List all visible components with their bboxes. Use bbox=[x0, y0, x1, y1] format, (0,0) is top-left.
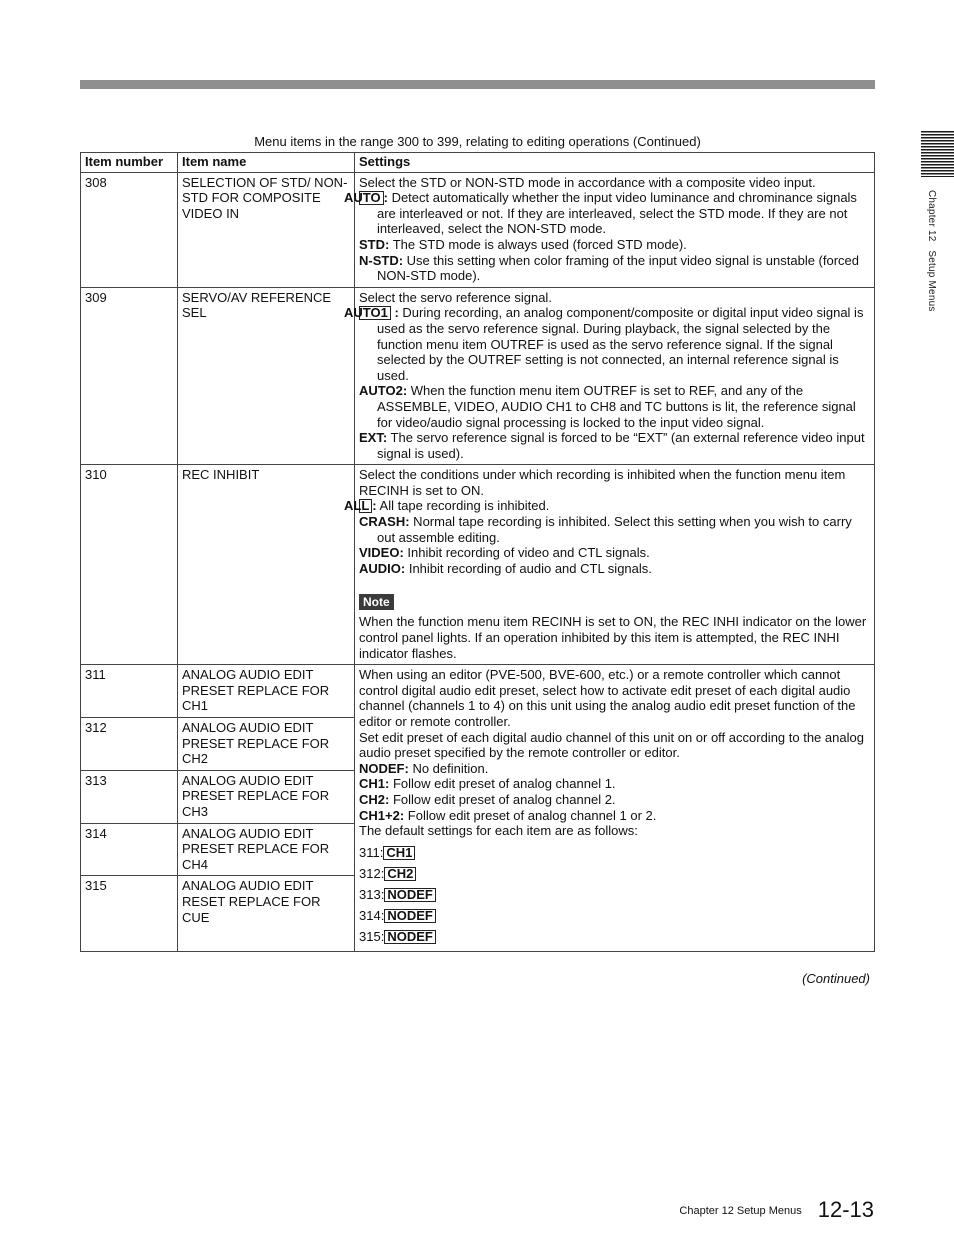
item-name: REC INHIBIT bbox=[178, 465, 355, 665]
default-setting-label: AUTO1 bbox=[359, 306, 391, 320]
item-number: 309 bbox=[81, 287, 178, 465]
default-value: NODEF bbox=[384, 909, 436, 923]
option-text: Normal tape recording is inhibited. Select this setting when you wish to carry out assemble editing. bbox=[377, 514, 852, 545]
page-number: 12-13 bbox=[817, 1197, 874, 1222]
default-entry bbox=[359, 928, 870, 946]
setting-option bbox=[359, 808, 870, 824]
default-setting-label: ALL bbox=[359, 499, 372, 513]
table-header-row bbox=[81, 153, 875, 173]
default-item-number: 315: bbox=[359, 928, 385, 944]
defaults-list bbox=[359, 844, 870, 946]
option-label: CH1: bbox=[359, 776, 390, 792]
item-name: ANALOG AUDIO EDIT RESET REPLACE FOR CUE bbox=[178, 876, 355, 952]
settings-intro: Select the STD or NON-STD mode in accordance with a composite video input. bbox=[359, 174, 816, 190]
option-text: During recording, an analog component/composite or digital input video signal is used as the servo reference signal. During playback, the signal selected by the function menu item OUTREF is used as the servo reference signal. If the signal selected by the OUTREF setting is not connected, an internal reference signal is used. bbox=[377, 305, 864, 383]
default-item-number: 313: bbox=[359, 886, 385, 902]
setting-option bbox=[359, 253, 870, 284]
setting-option bbox=[359, 561, 870, 577]
option-label: CRASH: bbox=[359, 514, 410, 530]
default-item-number: 311: bbox=[359, 844, 384, 860]
default-item-number: 312: bbox=[359, 865, 385, 881]
default-value: CH2 bbox=[384, 867, 416, 881]
item-name: ANALOG AUDIO EDIT PRESET REPLACE FOR CH4 bbox=[178, 823, 355, 876]
table-row bbox=[81, 172, 875, 287]
option-label: AUDIO: bbox=[359, 560, 406, 576]
setting-option bbox=[359, 761, 870, 777]
header-item-name: Item name bbox=[178, 153, 355, 173]
option-text: Use this setting when color framing of the input video signal is unstable (forced NON-STD mode). bbox=[377, 252, 860, 284]
option-text: The STD mode is always used (forced STD mode). bbox=[389, 236, 687, 252]
settings-description: Set edit preset of each digital audio channel of this unit on or off according to the analog audio preset specified by the remote controller or editor. bbox=[359, 729, 864, 761]
page-footer bbox=[679, 1197, 874, 1223]
option-text: The servo reference signal is forced to be “EXT” (an external reference video input signal is used). bbox=[377, 430, 865, 461]
footer-chapter: Chapter 12 Setup Menus bbox=[679, 1205, 802, 1217]
option-label: NODEF: bbox=[359, 760, 409, 776]
default-entry bbox=[359, 886, 870, 904]
label-separator: : bbox=[390, 305, 399, 321]
chapter-tab-marker bbox=[921, 131, 954, 177]
settings-intro: Select the conditions under which recording is inhibited when the function menu item RECINH is set to ON. bbox=[359, 467, 846, 498]
default-item-number: 314: bbox=[359, 907, 385, 923]
default-value: NODEF bbox=[384, 888, 436, 902]
setting-option bbox=[359, 792, 870, 808]
item-number: 313 bbox=[81, 770, 178, 823]
default-entry bbox=[359, 907, 870, 925]
setting-option bbox=[344, 190, 870, 237]
default-entry bbox=[359, 865, 870, 883]
option-label: STD: bbox=[359, 236, 390, 252]
item-name: SELECTION OF STD/ NON-STD FOR COMPOSITE VIDEO IN bbox=[178, 172, 355, 287]
settings-cell bbox=[344, 172, 875, 287]
item-number: 310 bbox=[81, 465, 178, 665]
option-label: N-STD: bbox=[359, 252, 404, 268]
item-name: ANALOG AUDIO EDIT PRESET REPLACE FOR CH3 bbox=[178, 770, 355, 823]
option-label: CH2: bbox=[359, 791, 390, 807]
defaults-intro: The default settings for each item are as follows: bbox=[359, 823, 638, 839]
item-number: 314 bbox=[81, 823, 178, 876]
note-badge: Note bbox=[359, 594, 394, 610]
item-number: 315 bbox=[81, 876, 178, 952]
header-settings: Settings bbox=[355, 153, 875, 173]
header-rule bbox=[80, 80, 875, 89]
item-name: ANALOG AUDIO EDIT PRESET REPLACE FOR CH2 bbox=[178, 718, 355, 771]
setting-option bbox=[359, 383, 870, 430]
setting-option bbox=[344, 498, 870, 514]
option-text: When the function menu item OUTREF is set to REF, and any of the ASSEMBLE, VIDEO, AUDIO CH1 to CH8 and TC buttons is lit, the reference signal for video/audio signal processing is locked to the input video signal. bbox=[377, 383, 856, 430]
option-label: VIDEO: bbox=[359, 545, 404, 561]
option-text: Follow edit preset of analog channel 1 or 2. bbox=[404, 807, 657, 823]
setting-option bbox=[344, 305, 870, 383]
setup-menu-table bbox=[80, 152, 875, 952]
label-separator: : bbox=[383, 190, 388, 206]
option-text: Inhibit recording of audio and CTL signals. bbox=[405, 560, 652, 576]
side-chapter-label: Chapter 12 Setup Menus bbox=[926, 190, 937, 312]
option-label: CH1+2: bbox=[359, 807, 405, 823]
item-name: SERVO/AV REFERENCE SEL bbox=[178, 287, 355, 465]
setting-option bbox=[359, 514, 870, 545]
item-name: ANALOG AUDIO EDIT PRESET REPLACE FOR CH1 bbox=[178, 665, 355, 718]
label-separator: : bbox=[372, 498, 377, 514]
option-text: Detect automatically whether the input video luminance and chrominance signals are interleaved or not. If they are interleaved, select the STD mode. If they are not interleaved, select the NON-STD mode. bbox=[377, 190, 857, 237]
table-row bbox=[81, 287, 875, 465]
option-text: All tape recording is inhibited. bbox=[376, 498, 550, 514]
item-number: 311 bbox=[81, 665, 178, 718]
default-value: NODEF bbox=[384, 930, 436, 944]
option-text: Follow edit preset of analog channel 1. bbox=[389, 776, 616, 792]
item-number: 308 bbox=[81, 172, 178, 287]
item-number: 312 bbox=[81, 718, 178, 771]
default-entry bbox=[359, 844, 870, 862]
table-caption: Menu items in the range 300 to 399, relating to editing operations (Continued) bbox=[254, 134, 701, 149]
option-text: Inhibit recording of video and CTL signals. bbox=[403, 545, 650, 561]
option-label: EXT: bbox=[359, 430, 388, 446]
header-item-number: Item number bbox=[81, 153, 178, 173]
settings-intro: Select the servo reference signal. bbox=[359, 289, 552, 305]
table-row bbox=[81, 465, 875, 665]
default-value: CH1 bbox=[383, 846, 415, 860]
default-setting-label: AUTO bbox=[359, 191, 384, 205]
option-text: No definition. bbox=[408, 760, 489, 776]
option-text: Follow edit preset of analog channel 2. bbox=[389, 791, 616, 807]
setting-option bbox=[359, 545, 870, 561]
table-row bbox=[81, 665, 875, 718]
settings-cell bbox=[344, 287, 875, 465]
setting-option bbox=[359, 430, 870, 461]
setting-option bbox=[359, 776, 870, 792]
option-label: AUTO2: bbox=[359, 383, 408, 399]
note-text: When the function menu item RECINH is set to ON, the REC INHI indicator on the lower control panel lights. If an operation inhibited by this item is attempted, the REC INHI indicator flashes. bbox=[359, 614, 867, 661]
setting-option bbox=[359, 237, 870, 253]
settings-cell bbox=[344, 465, 875, 665]
settings-intro: When using an editor (PVE-500, BVE-600, etc.) or a remote controller which cannot control digital audio edit preset, select how to activate edit preset of each digital audio channel (channels 1 to 4) on this unit using the analog audio edit preset function of the editor or remote controller. bbox=[359, 667, 856, 729]
continued-label: (Continued) bbox=[802, 971, 870, 986]
settings-cell bbox=[355, 665, 875, 952]
